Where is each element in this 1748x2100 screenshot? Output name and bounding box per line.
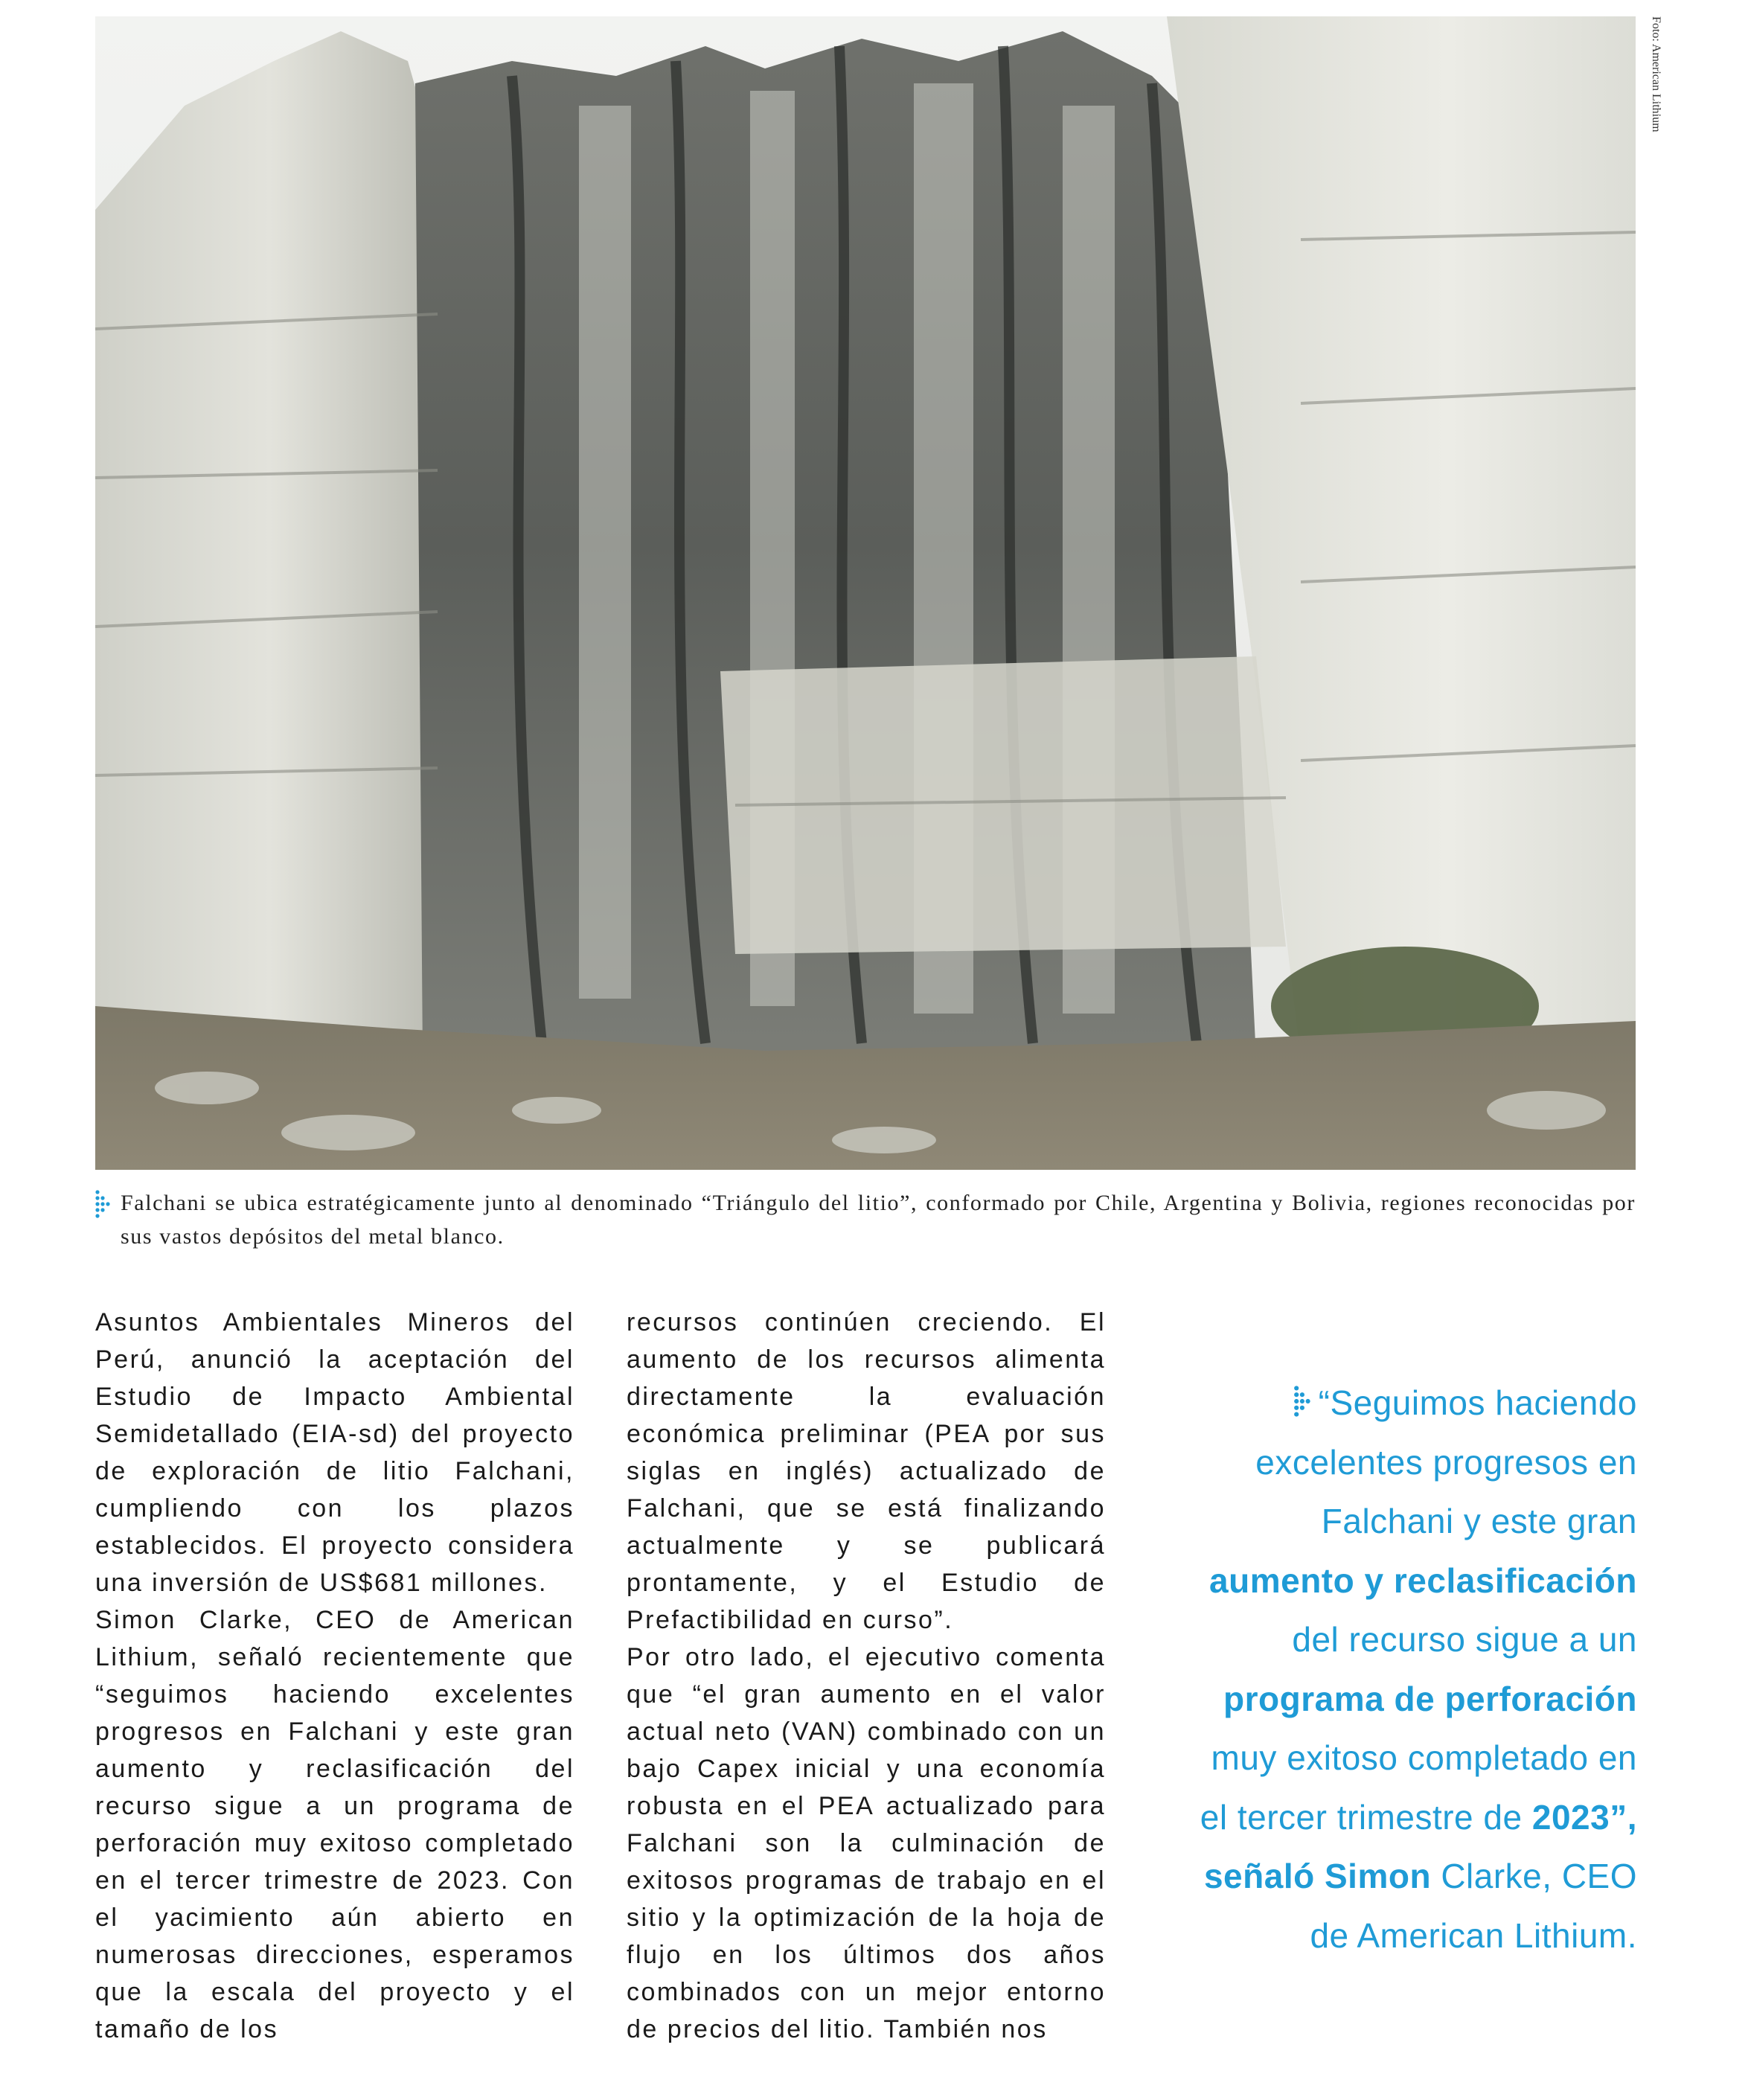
column1-paragraph-1: Asuntos Ambientales Mineros del Perú, anunció la aceptación del Estudio de Impacto Ambiental Semidetallado (EIA-sd) del proyecto de exploración de litio Falchani, cumpliendo con los plazos establecidos. El proyecto considera una inversión de US$681 millones.	[95, 1308, 574, 1597]
photo-caption: Falchani se ubica estratégicamente junto al denominado “Triángulo del litio”, conformado por Chile, Argentina y Bolivia, regiones reconocidas por sus vastos depósitos del metal blanco.	[121, 1191, 1636, 1249]
quote-bold-1: aumento y reclasificación	[1209, 1560, 1637, 1600]
body-column-1	[95, 1304, 574, 2048]
column1-paragraph-2: Simon Clarke, CEO de American Lithium, señaló recientemente que “seguimos haciendo excelentes progresos en Falchani y este gran aumento y reclasificación del recurso sigue a un programa de perforación muy exitoso completado en el tercer trimestre de 2023. Con el yacimiento aún abierto en numerosas direcciones, esperamos que la escala del proyecto y el tamaño de los	[95, 1606, 574, 2043]
cliff-illustration	[95, 16, 1636, 1170]
photo-credit: Foto: American Lithium	[1650, 16, 1662, 132]
quote-text-3: muy exitoso completado en el tercer trimestre de	[1200, 1738, 1637, 1837]
quote-bold-2: programa de perforación	[1223, 1679, 1637, 1718]
column2-paragraph-1: recursos continúen creciendo. El aumento de los recursos alimenta directamente la evaluación económica preliminar (PEA por sus siglas en inglés) actualizado de Falchani, que se está finalizando actualmente y se publicará prontamente, y el Estudio de Prefactibilidad en curso”.	[627, 1308, 1106, 1634]
quote-bold-3: 2023”, señaló Simon	[1203, 1797, 1637, 1895]
dots-triangle-icon	[95, 1189, 112, 1219]
cliff-photo	[95, 16, 1636, 1170]
quote-text-1: “Seguimos haciendo excelentes progresos en Falchani y este gran	[1255, 1383, 1637, 1540]
body-column-2	[627, 1304, 1106, 2048]
quote-text-2: del recurso sigue a un	[1292, 1620, 1637, 1659]
dots-triangle-icon	[1292, 1385, 1314, 1418]
quote-text-4: Clarke, CEO de American Lithium.	[1310, 1857, 1637, 1955]
column2-paragraph-2: Por otro lado, el ejecutivo comenta que “el gran aumento en el valor actual neto (VAN) combinado con un bajo Capex inicial y una economía robusta en el PEA actualizado para Falchani son la culminación de exitosos programas de trabajo en el sitio y la optimización de la hoja de flujo en los últimos dos años combinados con un mejor entorno de precios del litio. También nos	[627, 1643, 1106, 2043]
pull-quote	[1176, 1374, 1637, 1965]
